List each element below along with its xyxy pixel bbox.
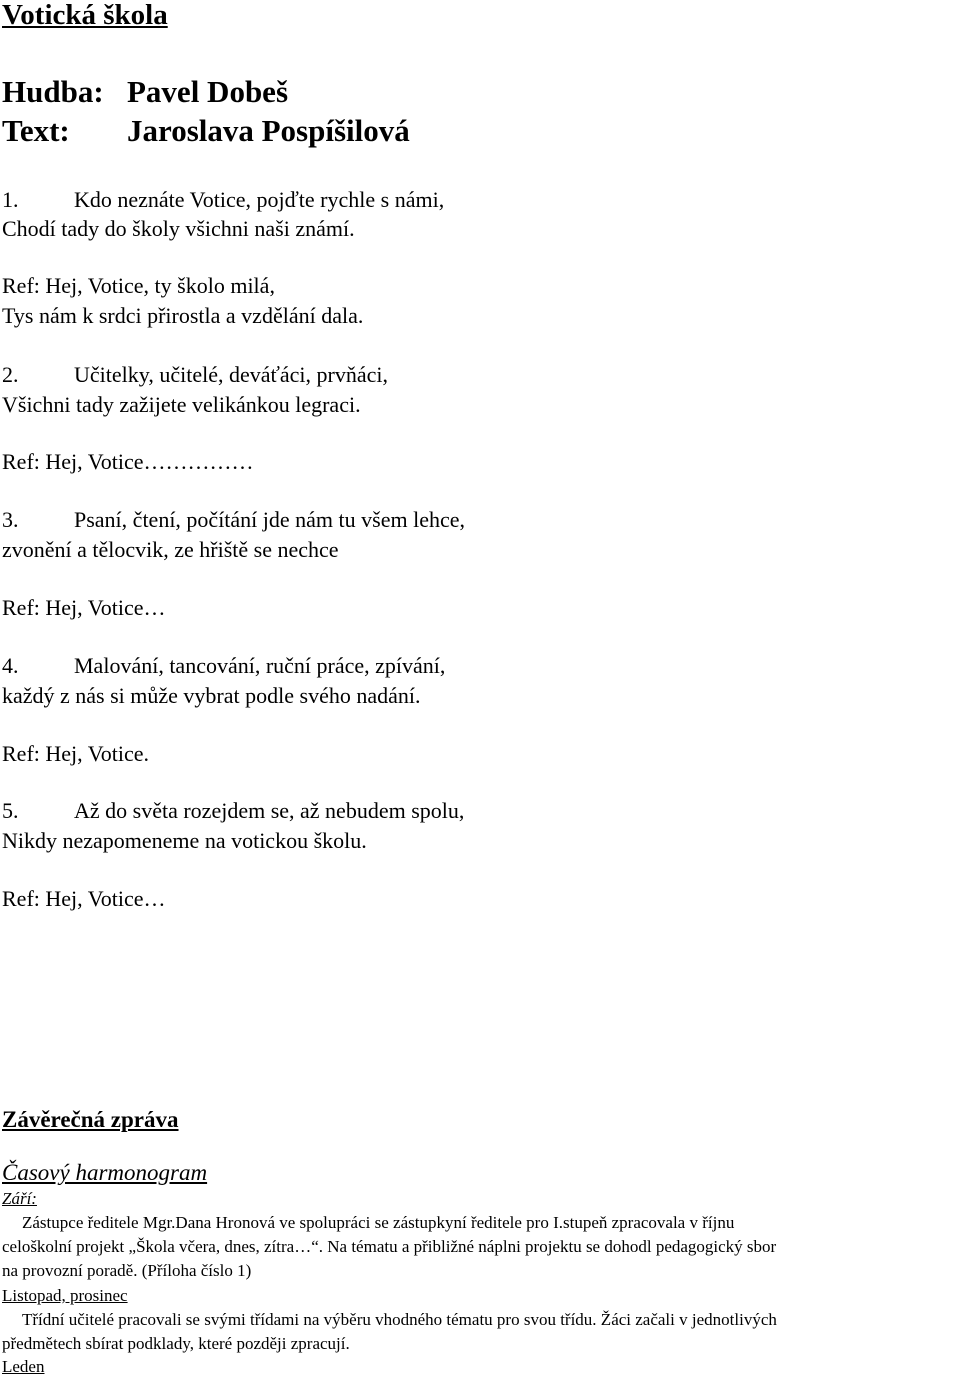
paragraph-line: Zástupce ředitele Mgr.Dana Hronová ve spolupráci se zástupkyní ředitele pro I.stupeň zpracovala v říjnu (22, 1213, 735, 1232)
verse-2-line-2: Všichni tady zažijete velikánkou legraci. (2, 392, 361, 417)
verse-5-line-1 (2, 797, 464, 825)
verse-3-line-1 (2, 506, 465, 534)
refrain-line-2: Tys nám k srdci přirostla a vzdělání dala. (2, 303, 364, 328)
refrain-line-1: Ref: Hej, Votice, ty školo milá, (2, 273, 275, 298)
song-title: Votická škola (2, 0, 168, 31)
refrain-short: Ref: Hej, Votice… (2, 886, 166, 911)
verse-number: 5. (2, 798, 19, 823)
schedule-subheading: Časový harmonogram (2, 1160, 208, 1185)
text-credit-label: Text: (2, 113, 70, 148)
month-label-november-december: Listopad, prosinec (2, 1286, 128, 1305)
verse-3-line-2: zvonění a tělocvik, ze hřiště se nechce (2, 537, 339, 562)
verse-number: 4. (2, 653, 19, 678)
refrain-short: Ref: Hej, Votice…………… (2, 449, 254, 474)
verse-text: Malování, tancování, ruční práce, zpívání, (74, 653, 446, 678)
music-credit (2, 74, 288, 110)
text-credit (2, 113, 410, 149)
verse-2-line-1 (2, 361, 388, 389)
verse-text: Učitelky, učitelé, deváťáci, prvňáci, (74, 362, 388, 387)
verse-text: Psaní, čtení, počítání jde nám tu všem lehce, (74, 507, 466, 532)
paragraph-line: celoškolní projekt „Škola včera, dnes, zítra…“. Na tématu a přibližné náplni projektu se dohodl pedagogický sbor (2, 1237, 777, 1256)
verse-4-line-2: každý z nás si může vybrat podle svého nadání. (2, 683, 421, 708)
november-paragraph (2, 1308, 958, 1356)
verse-1-line-2: Chodí tady do školy všichni naši známí. (2, 216, 355, 241)
text-credit-author: Jaroslava Pospíšilová (127, 113, 410, 148)
month-label-september: Září: (2, 1189, 37, 1208)
refrain-short: Ref: Hej, Votice… (2, 595, 166, 620)
verse-5-line-2: Nikdy nezapomeneme na votickou školu. (2, 828, 367, 853)
refrain-short: Ref: Hej, Votice. (2, 741, 150, 766)
paragraph-line: předmětech sbírat podklady, které později zpracují. (2, 1334, 350, 1353)
report-heading: Závěrečná zpráva (2, 1107, 179, 1132)
verse-number: 3. (2, 507, 19, 532)
music-credit-label: Hudba: (2, 74, 104, 109)
music-credit-author: Pavel Dobeš (127, 74, 289, 109)
verse-number: 2. (2, 362, 19, 387)
verse-number: 1. (2, 187, 19, 212)
verse-text: Kdo neznáte Votice, pojďte rychle s námi, (74, 187, 445, 212)
month-label-january: Leden (2, 1357, 45, 1376)
verse-1-line-1 (2, 186, 444, 214)
verse-text: Až do světa rozejdem se, až nebudem spolu, (74, 798, 465, 823)
paragraph-line: na provozní poradě. (Příloha číslo 1) (2, 1261, 252, 1280)
paragraph-line: Třídní učitelé pracovali se svými třídami na výběru vhodného tématu pro svou třídu. Žáci začali v jednotlivých (22, 1310, 777, 1329)
september-paragraph (2, 1211, 958, 1283)
verse-4-line-1 (2, 652, 445, 680)
